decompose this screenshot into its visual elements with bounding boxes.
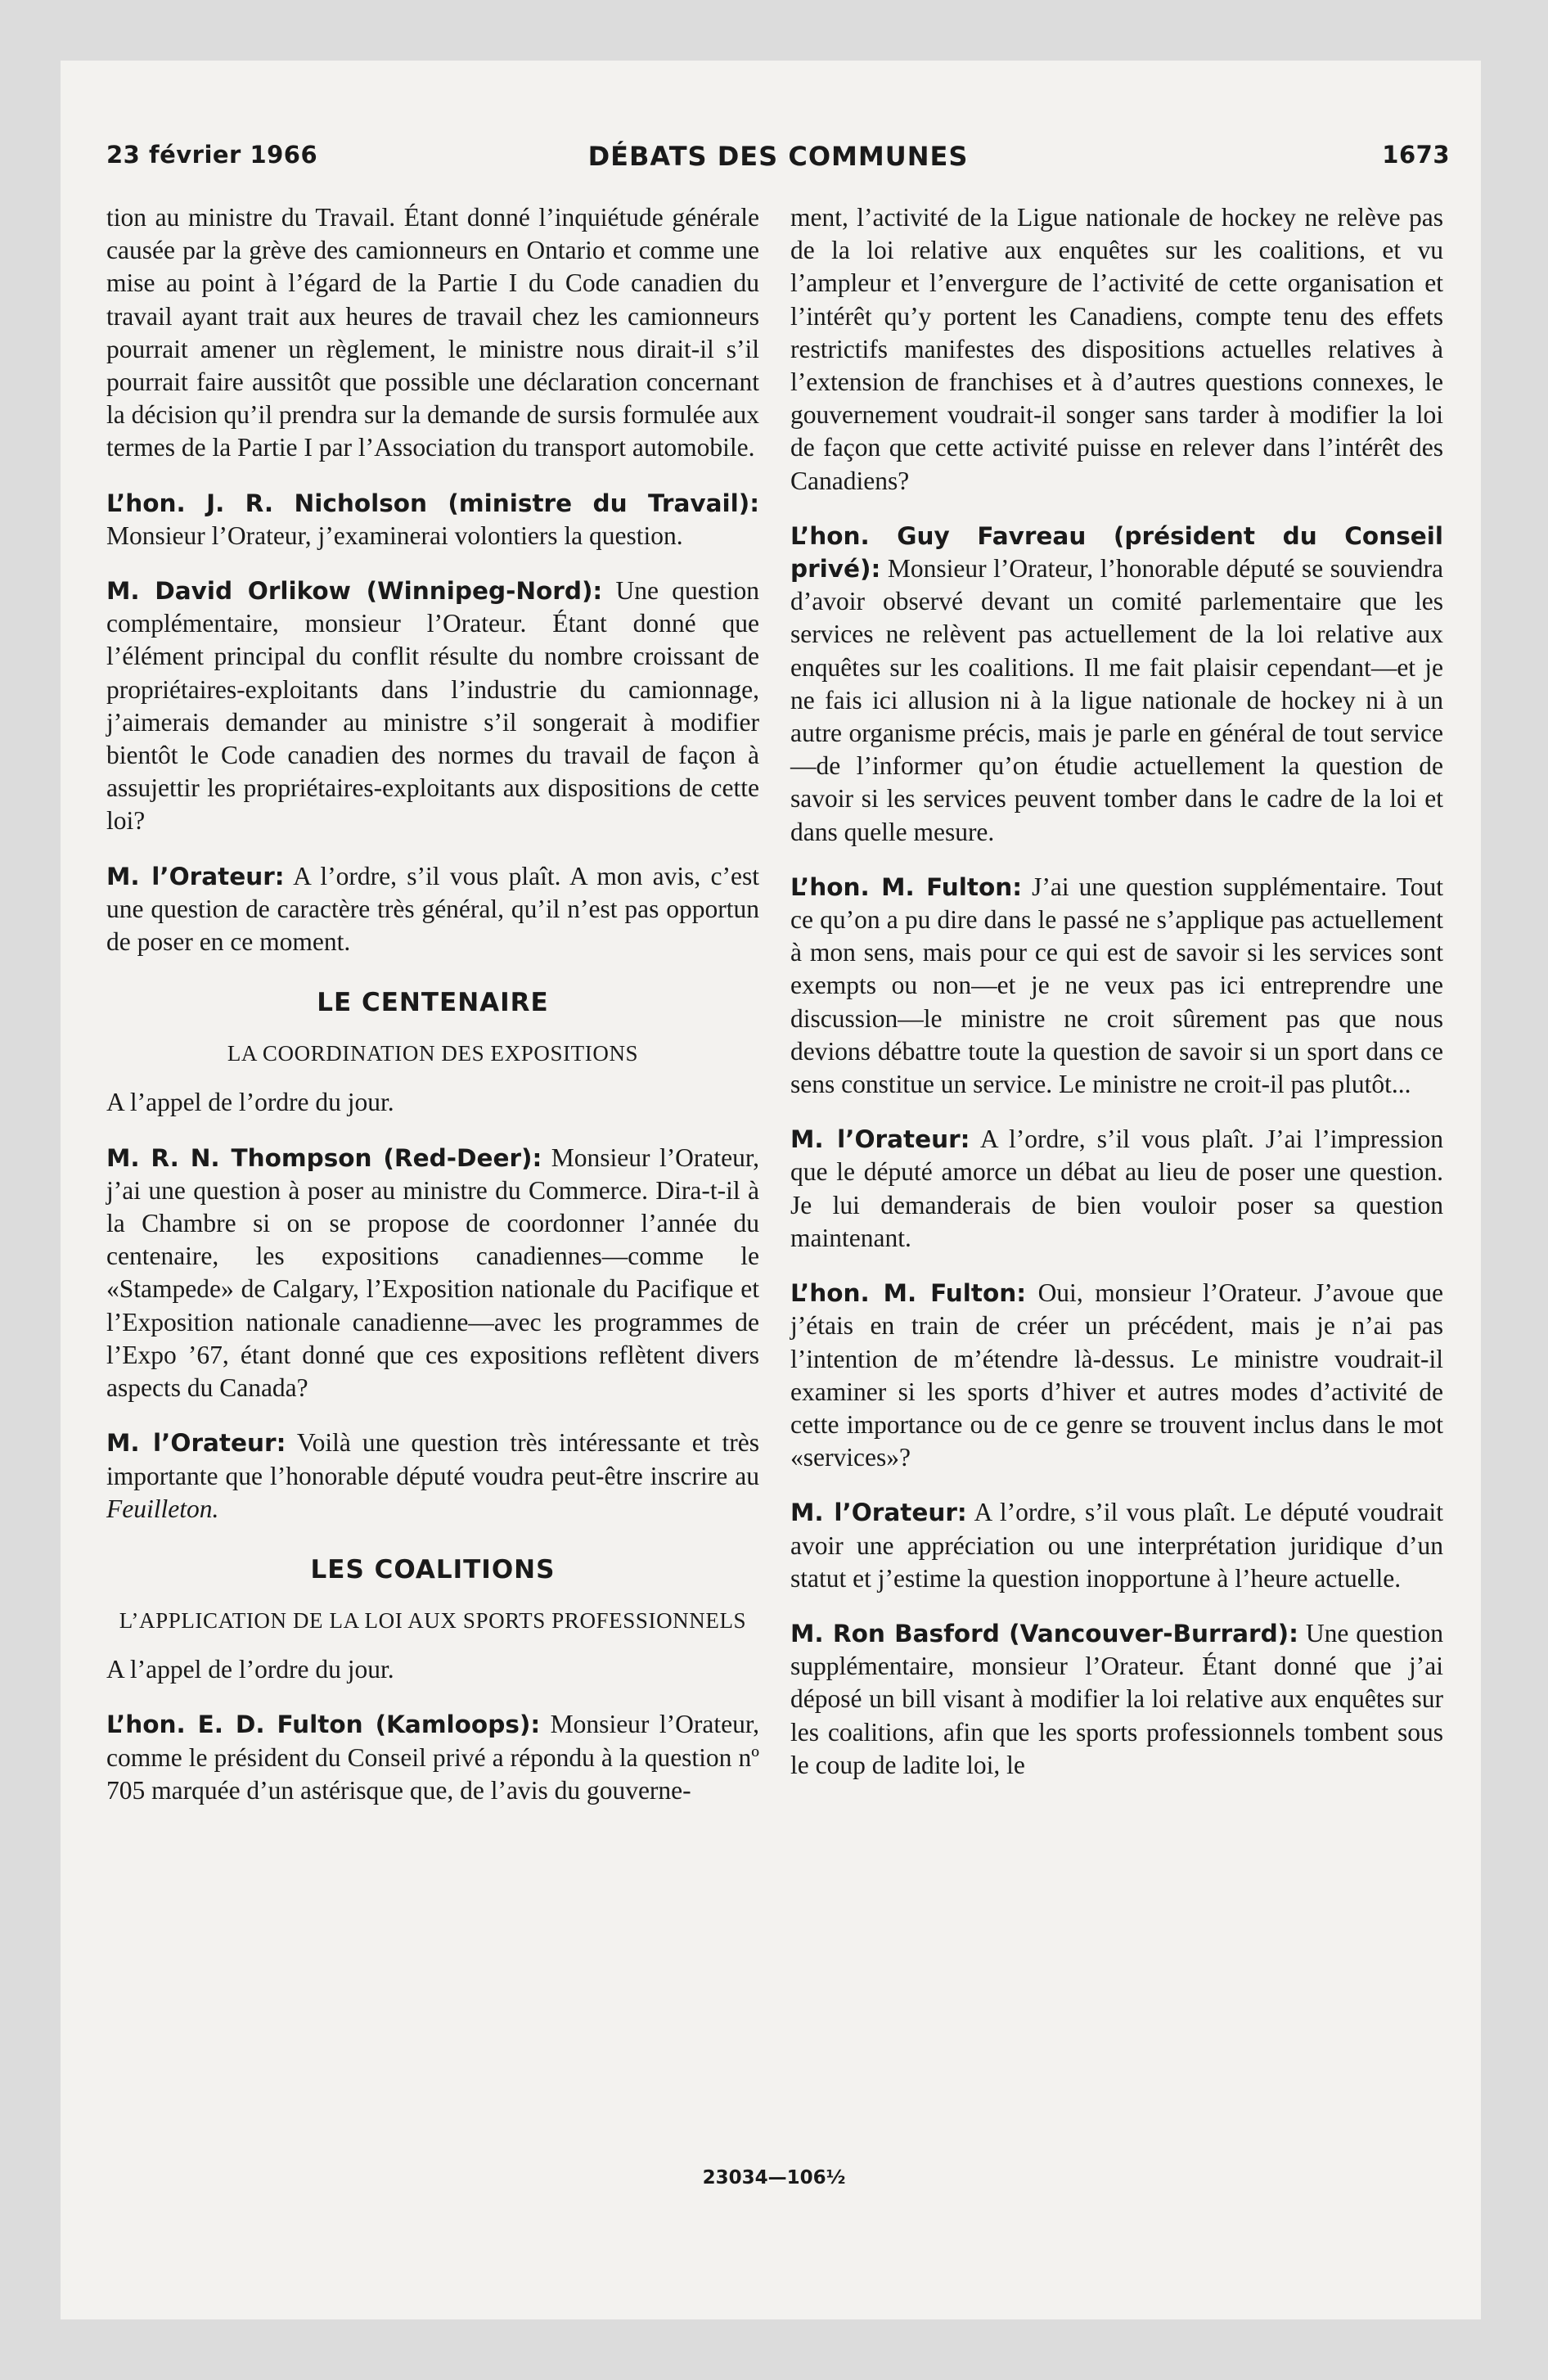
left-column: [106, 201, 759, 1829]
paragraph: M. l’Orateur: A l’ordre, s’il vous plaît. A mon avis, c’est une question de caractère très général, qu’il n’est pas opportun de poser en ce moment.: [106, 861, 760, 957]
speaker-name: L’hon. J. R. Nicholson (ministre du Travail):: [106, 489, 759, 517]
header-title: DÉBATS DES COMMUNES: [587, 141, 969, 172]
paragraph: M. R. N. Thompson (Red-Deer): Monsieur l’Orateur, j’ai une question à poser au ministre du Commerce. Dira-t-il à la Chambre si on se propose de coordonner l’année du centenaire, les expositions canadiennes—comme le «Stampede» de Calgary, l’Exposition nationale du Pacifique et l’Exposition nationale canadienne—avec les programmes de l’Expo ’67, étant donné que ces expositions reflètent divers aspects du Canada?: [106, 1143, 759, 1403]
paragraph: ment, l’activité de la Ligue nationale de hockey ne relève pas de la loi relative aux enquêtes sur les coalitions, et vu l’ampleur et l’envergure de l’activité de cette organisation et l’intérêt qu’y portent les Canadiens, compte tenu des effets restrictifs manifestes des dispositions actuelles relatives à l’extension de franchises et à d’autres questions connexes, le gouvernement voudrait-il songer sans tarder à modifier la loi de façon que cette activité puisse en relever dans l’intérêt des Canadiens?: [790, 203, 1443, 495]
paragraph: tion au ministre du Travail. Étant donné l’inquiétude générale causée par la grève des camionneurs en Ontario et comme une mise au point à l’égard de la Partie I du Code canadien du travail ayant trait aux heures de travail chez les camionneurs pourrait amener un règlement, le ministre nous dirait-il s’il pourrait faire aussitôt que possible une déclaration concernant la décision qu’il prendra sur la demande de sursis formulée aux termes de la Partie I par l’Association du transport automobile.: [106, 203, 759, 462]
paragraph: L’hon. Guy Favreau (président du Conseil privé): Monsieur l’Orateur, l’honorable député se souviendra d’avoir observé devant un comité parlementaire que les services ne relèvent pas actuellement de la loi relative aux enquêtes sur les coalitions. Il me fait plaisir cependant—et je ne fais ici allusion ni à la ligue nationale de hockey ni à un autre organisme précis, mais je parle en général de tout service—de l’informer qu’on étudie actuellement la question de savoir si les services peuvent tomber dans le cadre de la loi et dans quelle mesure.: [790, 521, 1443, 846]
section-subheading: LA COORDINATION DES EXPOSITIONS: [227, 1041, 639, 1066]
section-heading: LES COALITIONS: [310, 1554, 556, 1584]
paragraph: M. l’Orateur: A l’ordre, s’il vous plaît. Le député voudrait avoir une appréciation ou une interprétation juridique d’un statut et j’estime la question inopportune à l’heure actuelle.: [790, 1498, 1444, 1593]
paragraph: A l’appel de l’ordre du jour.: [106, 1655, 394, 1684]
paragraph: L’hon. E. D. Fulton (Kamloops): Monsieur l’Orateur, comme le président du Conseil privé a répondu à la question nº 705 marquée d’un astérisque que, de l’avis du gouverne-: [106, 1710, 759, 1805]
speaker-name: L’hon. M. Fulton:: [790, 1279, 1027, 1308]
speaker-name: M. l’Orateur:: [106, 1429, 286, 1458]
paragraph: L’hon. J. R. Nicholson (ministre du Travail): Monsieur l’Orateur, j’examinerai volontiers la question.: [106, 489, 759, 550]
speaker-name: M. R. N. Thompson (Red-Deer):: [106, 1143, 542, 1172]
paragraph: M. l’Orateur: A l’ordre, s’il vous plaît. J’ai l’impression que le député amorce un débat au lieu de poser une question. Je lui demanderais de bien vouloir poser sa question maintenant.: [790, 1125, 1444, 1252]
section-heading: LE CENTENAIRE: [317, 988, 549, 1018]
speaker-name: L’hon. M. Fulton:: [790, 872, 1023, 901]
header-date: 23 février 1966: [106, 141, 318, 169]
right-column: [790, 201, 1443, 1804]
speaker-name: M. l’Orateur:: [790, 1125, 970, 1154]
paragraph: A l’appel de l’ordre du jour.: [106, 1088, 394, 1117]
paragraph: M. Ron Basford (Vancouver-Burrard): Une question supplémentaire, monsieur l’Orateur. Étant donné que j’ai déposé un bill visant à modifier la loi relative aux enquêtes sur les coalitions, afin que les sports professionnels tombent sous le coup de ladite loi, le: [790, 1618, 1443, 1779]
paragraph: L’hon. M. Fulton: Oui, monsieur l’Orateur. J’avoue que j’étais en train de créer un précédent, mais je n’ai pas l’intention de m’étendre là-dessus. Le ministre voudrait-il examiner si les sports d’hiver et autres modes d’activité de cette importance ou de ce genre se trouvent inclus dans le mot «services»?: [790, 1278, 1443, 1472]
speaker-name: M. Ron Basford (Vancouver-Burrard):: [790, 1619, 1298, 1648]
page-footer-code: 23034—106½: [702, 2167, 846, 2188]
section-subheading: L’APPLICATION DE LA LOI AUX SPORTS PROFESSIONNELS: [119, 1608, 747, 1634]
paragraph: L’hon. M. Fulton: J’ai une question supplémentaire. Tout ce qu’on a pu dire dans le passé ne s’applique pas actuellement à mon sens, mais pour ce qui est de savoir si les services sont exempts ou non—et je ne veux pas ici entreprendre une discussion—le ministre ne croit sûrement pas que nous devions débattre toute la question de savoir si un sport dans ce sens constitue un service. Le ministre ne croit-il pas plutôt...: [790, 872, 1443, 1099]
speaker-name: L’hon. Guy Favreau (président du Conseil privé):: [790, 521, 1443, 584]
paragraph: M. l’Orateur: Voilà une question très intéressante et très importante que l’honorable député voudra peut-être inscrire au Feuilleton.: [106, 1428, 760, 1523]
speaker-name: L’hon. E. D. Fulton (Kamloops):: [106, 1711, 541, 1739]
paragraph: M. David Orlikow (Winnipeg-Nord): Une question complémentaire, monsieur l’Orateur. Étant donné que l’élément principal du conflit résulte du nombre croissant de propriétaires-exploitants dans l’industrie du camionnage, j’aimerais demander au ministre s’il songerait à modifier bientôt le Code canadien des normes du travail de façon à assujettir les propriétaires-exploitants aux dispositions de cette loi?: [106, 576, 759, 836]
speaker-name: M. l’Orateur:: [106, 862, 285, 890]
speaker-name: M. l’Orateur:: [790, 1499, 967, 1527]
header-page-number: 1673: [1382, 141, 1450, 169]
page-header: [106, 141, 1450, 174]
speaker-name: M. David Orlikow (Winnipeg-Nord):: [106, 577, 603, 606]
